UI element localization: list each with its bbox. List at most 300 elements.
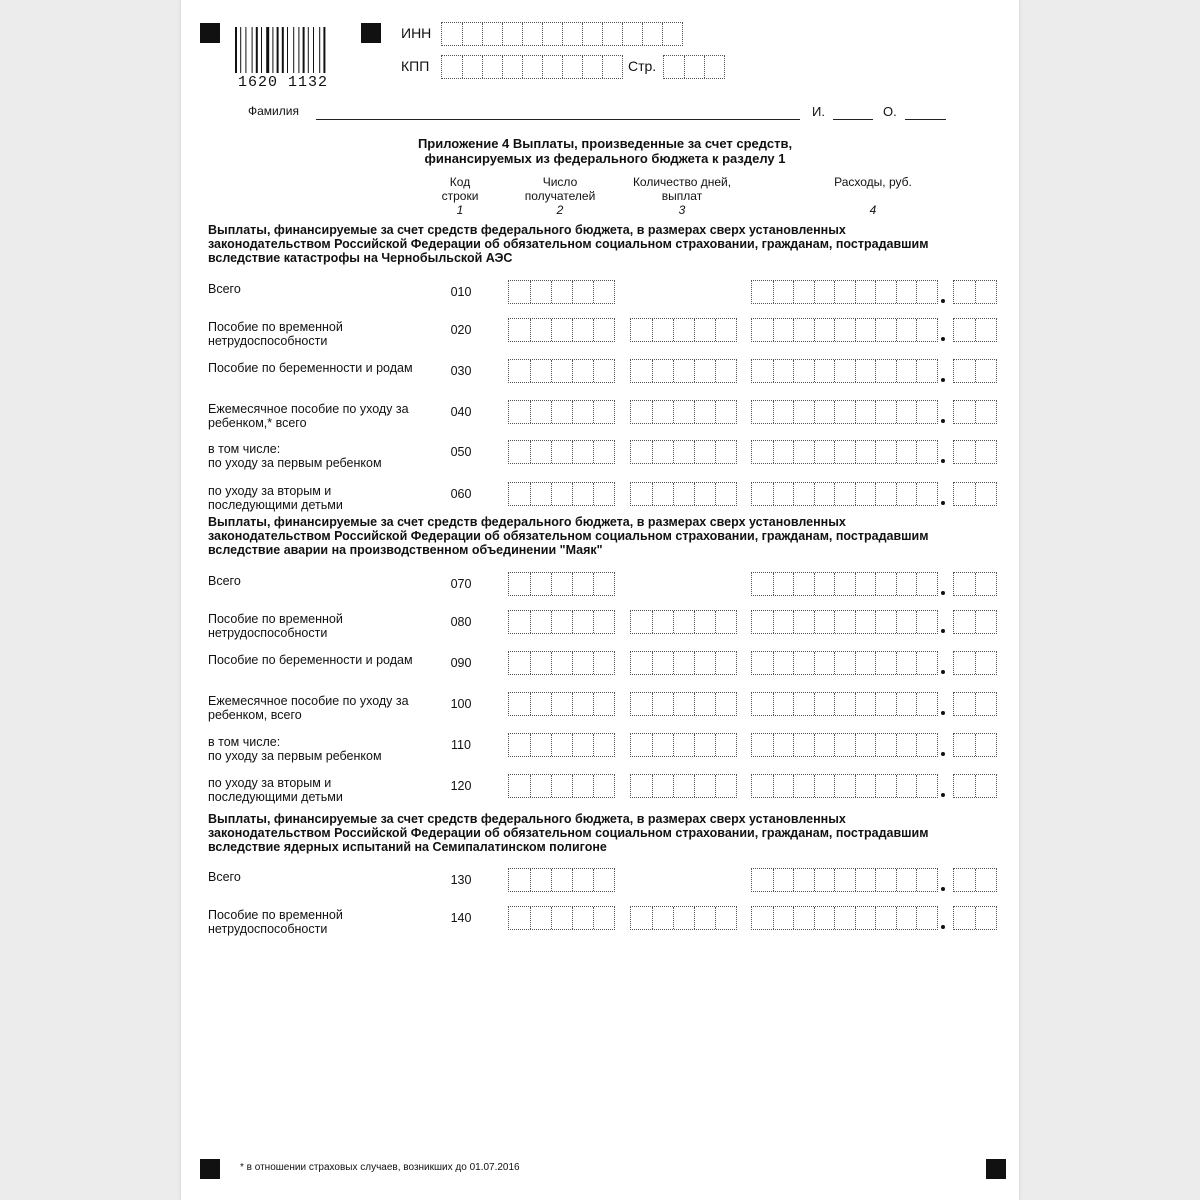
cell[interactable]: [814, 775, 835, 797]
cell[interactable]: [814, 483, 835, 505]
cell[interactable]: [954, 869, 975, 891]
cell[interactable]: [551, 281, 572, 303]
cell[interactable]: [551, 652, 572, 674]
cell[interactable]: [551, 441, 572, 463]
cell[interactable]: [572, 319, 593, 341]
expenses-kopecks-field[interactable]: [953, 733, 997, 757]
cell[interactable]: [975, 441, 996, 463]
cell[interactable]: [896, 360, 917, 382]
cell[interactable]: [642, 23, 662, 45]
cell[interactable]: [875, 652, 896, 674]
cell[interactable]: [752, 319, 773, 341]
cell[interactable]: [593, 869, 614, 891]
cell[interactable]: [572, 869, 593, 891]
cell[interactable]: [551, 869, 572, 891]
expenses-kopecks-field[interactable]: [953, 280, 997, 304]
cell[interactable]: [715, 441, 736, 463]
cell[interactable]: [834, 652, 855, 674]
cell[interactable]: [694, 693, 715, 715]
expenses-rubles-field[interactable]: [751, 440, 938, 464]
cell[interactable]: [694, 441, 715, 463]
expenses-kopecks-field[interactable]: [953, 610, 997, 634]
cell[interactable]: [652, 360, 673, 382]
cell[interactable]: [673, 693, 694, 715]
cell[interactable]: [975, 611, 996, 633]
cell[interactable]: [954, 401, 975, 423]
cell[interactable]: [530, 360, 551, 382]
cell[interactable]: [551, 693, 572, 715]
cell[interactable]: [954, 360, 975, 382]
days-field[interactable]: [630, 318, 737, 342]
cell[interactable]: [834, 775, 855, 797]
cell[interactable]: [530, 693, 551, 715]
cell[interactable]: [834, 611, 855, 633]
expenses-kopecks-field[interactable]: [953, 906, 997, 930]
cell[interactable]: [916, 360, 937, 382]
cell[interactable]: [752, 693, 773, 715]
expenses-rubles-field[interactable]: [751, 610, 938, 634]
cell[interactable]: [593, 573, 614, 595]
cell[interactable]: [793, 907, 814, 929]
cell[interactable]: [954, 907, 975, 929]
cell[interactable]: [572, 401, 593, 423]
cell[interactable]: [793, 652, 814, 674]
cell[interactable]: [814, 907, 835, 929]
cell[interactable]: [752, 483, 773, 505]
cell[interactable]: [593, 401, 614, 423]
cell[interactable]: [652, 483, 673, 505]
cell[interactable]: [715, 652, 736, 674]
initial-o-field[interactable]: [905, 119, 946, 120]
cell[interactable]: [530, 869, 551, 891]
cell[interactable]: [855, 775, 876, 797]
cell[interactable]: [652, 319, 673, 341]
cell[interactable]: [814, 611, 835, 633]
cell[interactable]: [572, 652, 593, 674]
cell[interactable]: [572, 734, 593, 756]
cell[interactable]: [509, 734, 530, 756]
cell[interactable]: [509, 869, 530, 891]
cell[interactable]: [793, 483, 814, 505]
recipients-field[interactable]: [508, 651, 615, 675]
cell[interactable]: [793, 401, 814, 423]
cell[interactable]: [715, 907, 736, 929]
cell[interactable]: [896, 483, 917, 505]
cell[interactable]: [631, 611, 652, 633]
cell[interactable]: [572, 441, 593, 463]
cell[interactable]: [752, 652, 773, 674]
expenses-rubles-field[interactable]: [751, 868, 938, 892]
cell[interactable]: [572, 611, 593, 633]
cell[interactable]: [773, 483, 794, 505]
cell[interactable]: [694, 775, 715, 797]
cell[interactable]: [593, 907, 614, 929]
cell[interactable]: [509, 775, 530, 797]
cell[interactable]: [975, 401, 996, 423]
cell[interactable]: [855, 693, 876, 715]
cell[interactable]: [814, 281, 835, 303]
cell[interactable]: [875, 869, 896, 891]
cell[interactable]: [673, 611, 694, 633]
cell[interactable]: [773, 441, 794, 463]
cell[interactable]: [593, 360, 614, 382]
cell[interactable]: [509, 360, 530, 382]
cell[interactable]: [975, 693, 996, 715]
cell[interactable]: [509, 573, 530, 595]
cell[interactable]: [694, 483, 715, 505]
cell[interactable]: [542, 56, 562, 78]
cell[interactable]: [975, 734, 996, 756]
cell[interactable]: [530, 573, 551, 595]
cell[interactable]: [814, 360, 835, 382]
cell[interactable]: [916, 401, 937, 423]
cell[interactable]: [793, 734, 814, 756]
expenses-kopecks-field[interactable]: [953, 359, 997, 383]
cell[interactable]: [631, 401, 652, 423]
cell[interactable]: [593, 281, 614, 303]
cell[interactable]: [673, 907, 694, 929]
cell[interactable]: [975, 652, 996, 674]
cell[interactable]: [875, 734, 896, 756]
expenses-kopecks-field[interactable]: [953, 318, 997, 342]
cell[interactable]: [916, 483, 937, 505]
surname-field[interactable]: [316, 119, 800, 120]
cell[interactable]: [715, 319, 736, 341]
cell[interactable]: [975, 483, 996, 505]
cell[interactable]: [593, 652, 614, 674]
cell[interactable]: [715, 693, 736, 715]
cell[interactable]: [551, 775, 572, 797]
cell[interactable]: [509, 319, 530, 341]
cell[interactable]: [652, 907, 673, 929]
cell[interactable]: [814, 693, 835, 715]
expenses-rubles-field[interactable]: [751, 774, 938, 798]
expenses-kopecks-field[interactable]: [953, 651, 997, 675]
expenses-rubles-field[interactable]: [751, 280, 938, 304]
cell[interactable]: [855, 360, 876, 382]
kpp-field[interactable]: [441, 55, 623, 79]
cell[interactable]: [834, 869, 855, 891]
cell[interactable]: [896, 734, 917, 756]
cell[interactable]: [875, 775, 896, 797]
days-field[interactable]: [630, 733, 737, 757]
cell[interactable]: [875, 441, 896, 463]
days-field[interactable]: [630, 651, 737, 675]
cell[interactable]: [875, 693, 896, 715]
cell[interactable]: [694, 360, 715, 382]
cell[interactable]: [530, 401, 551, 423]
cell[interactable]: [502, 23, 522, 45]
cell[interactable]: [522, 23, 542, 45]
cell[interactable]: [954, 483, 975, 505]
cell[interactable]: [622, 23, 642, 45]
cell[interactable]: [551, 734, 572, 756]
cell[interactable]: [530, 775, 551, 797]
cell[interactable]: [462, 23, 482, 45]
cell[interactable]: [793, 693, 814, 715]
cell[interactable]: [896, 319, 917, 341]
expenses-rubles-field[interactable]: [751, 318, 938, 342]
cell[interactable]: [814, 319, 835, 341]
cell[interactable]: [975, 869, 996, 891]
cell[interactable]: [593, 693, 614, 715]
cell[interactable]: [530, 907, 551, 929]
cell[interactable]: [652, 734, 673, 756]
cell[interactable]: [814, 441, 835, 463]
cell[interactable]: [793, 319, 814, 341]
cell[interactable]: [834, 281, 855, 303]
cell[interactable]: [684, 56, 704, 78]
cell[interactable]: [715, 360, 736, 382]
cell[interactable]: [773, 319, 794, 341]
cell[interactable]: [875, 611, 896, 633]
expenses-kopecks-field[interactable]: [953, 692, 997, 716]
cell[interactable]: [975, 319, 996, 341]
cell[interactable]: [694, 401, 715, 423]
cell[interactable]: [530, 441, 551, 463]
cell[interactable]: [530, 483, 551, 505]
cell[interactable]: [442, 23, 462, 45]
cell[interactable]: [773, 869, 794, 891]
cell[interactable]: [855, 652, 876, 674]
cell[interactable]: [593, 319, 614, 341]
cell[interactable]: [875, 573, 896, 595]
cell[interactable]: [551, 483, 572, 505]
cell[interactable]: [442, 56, 462, 78]
cell[interactable]: [673, 734, 694, 756]
cell[interactable]: [954, 775, 975, 797]
expenses-kopecks-field[interactable]: [953, 774, 997, 798]
cell[interactable]: [896, 652, 917, 674]
cell[interactable]: [834, 319, 855, 341]
cell[interactable]: [834, 907, 855, 929]
cell[interactable]: [673, 319, 694, 341]
cell[interactable]: [916, 734, 937, 756]
expenses-rubles-field[interactable]: [751, 692, 938, 716]
cell[interactable]: [875, 907, 896, 929]
cell[interactable]: [572, 693, 593, 715]
cell[interactable]: [916, 693, 937, 715]
cell[interactable]: [715, 483, 736, 505]
cell[interactable]: [509, 281, 530, 303]
cell[interactable]: [652, 611, 673, 633]
cell[interactable]: [715, 611, 736, 633]
cell[interactable]: [834, 441, 855, 463]
cell[interactable]: [694, 734, 715, 756]
cell[interactable]: [834, 573, 855, 595]
recipients-field[interactable]: [508, 359, 615, 383]
recipients-field[interactable]: [508, 868, 615, 892]
cell[interactable]: [652, 652, 673, 674]
cell[interactable]: [715, 734, 736, 756]
cell[interactable]: [916, 281, 937, 303]
cell[interactable]: [916, 573, 937, 595]
cell[interactable]: [834, 483, 855, 505]
cell[interactable]: [875, 483, 896, 505]
expenses-rubles-field[interactable]: [751, 572, 938, 596]
cell[interactable]: [896, 693, 917, 715]
cell[interactable]: [773, 611, 794, 633]
cell[interactable]: [875, 360, 896, 382]
cell[interactable]: [896, 869, 917, 891]
cell[interactable]: [562, 56, 582, 78]
cell[interactable]: [662, 23, 682, 45]
expenses-rubles-field[interactable]: [751, 400, 938, 424]
cell[interactable]: [572, 483, 593, 505]
days-field[interactable]: [630, 610, 737, 634]
cell[interactable]: [752, 573, 773, 595]
cell[interactable]: [752, 401, 773, 423]
recipients-field[interactable]: [508, 482, 615, 506]
cell[interactable]: [631, 360, 652, 382]
expenses-rubles-field[interactable]: [751, 482, 938, 506]
cell[interactable]: [542, 23, 562, 45]
cell[interactable]: [715, 401, 736, 423]
cell[interactable]: [530, 281, 551, 303]
cell[interactable]: [814, 401, 835, 423]
cell[interactable]: [530, 319, 551, 341]
expenses-kopecks-field[interactable]: [953, 868, 997, 892]
cell[interactable]: [694, 907, 715, 929]
recipients-field[interactable]: [508, 733, 615, 757]
cell[interactable]: [975, 281, 996, 303]
cell[interactable]: [673, 360, 694, 382]
cell[interactable]: [954, 652, 975, 674]
cell[interactable]: [875, 401, 896, 423]
recipients-field[interactable]: [508, 572, 615, 596]
days-field[interactable]: [630, 400, 737, 424]
cell[interactable]: [855, 319, 876, 341]
cell[interactable]: [530, 734, 551, 756]
cell[interactable]: [652, 775, 673, 797]
expenses-rubles-field[interactable]: [751, 906, 938, 930]
cell[interactable]: [664, 56, 684, 78]
cell[interactable]: [916, 652, 937, 674]
cell[interactable]: [582, 56, 602, 78]
recipients-field[interactable]: [508, 400, 615, 424]
cell[interactable]: [694, 319, 715, 341]
cell[interactable]: [652, 401, 673, 423]
expenses-rubles-field[interactable]: [751, 651, 938, 675]
days-field[interactable]: [630, 692, 737, 716]
expenses-kopecks-field[interactable]: [953, 482, 997, 506]
cell[interactable]: [602, 56, 622, 78]
cell[interactable]: [875, 319, 896, 341]
cell[interactable]: [975, 775, 996, 797]
cell[interactable]: [855, 441, 876, 463]
initial-i-field[interactable]: [833, 119, 873, 120]
cell[interactable]: [954, 319, 975, 341]
days-field[interactable]: [630, 440, 737, 464]
cell[interactable]: [896, 611, 917, 633]
cell[interactable]: [954, 693, 975, 715]
cell[interactable]: [975, 360, 996, 382]
cell[interactable]: [814, 573, 835, 595]
cell[interactable]: [954, 281, 975, 303]
cell[interactable]: [602, 23, 622, 45]
days-field[interactable]: [630, 906, 737, 930]
cell[interactable]: [482, 23, 502, 45]
cell[interactable]: [631, 483, 652, 505]
cell[interactable]: [855, 611, 876, 633]
cell[interactable]: [631, 441, 652, 463]
recipients-field[interactable]: [508, 440, 615, 464]
cell[interactable]: [916, 611, 937, 633]
cell[interactable]: [834, 734, 855, 756]
cell[interactable]: [509, 652, 530, 674]
cell[interactable]: [551, 360, 572, 382]
cell[interactable]: [954, 441, 975, 463]
cell[interactable]: [593, 611, 614, 633]
expenses-rubles-field[interactable]: [751, 733, 938, 757]
recipients-field[interactable]: [508, 318, 615, 342]
cell[interactable]: [916, 319, 937, 341]
cell[interactable]: [773, 573, 794, 595]
cell[interactable]: [593, 775, 614, 797]
cell[interactable]: [875, 281, 896, 303]
expenses-kopecks-field[interactable]: [953, 572, 997, 596]
cell[interactable]: [773, 281, 794, 303]
cell[interactable]: [834, 360, 855, 382]
cell[interactable]: [631, 319, 652, 341]
cell[interactable]: [509, 693, 530, 715]
cell[interactable]: [834, 693, 855, 715]
recipients-field[interactable]: [508, 774, 615, 798]
cell[interactable]: [631, 693, 652, 715]
cell[interactable]: [855, 869, 876, 891]
cell[interactable]: [773, 907, 794, 929]
cell[interactable]: [673, 483, 694, 505]
cell[interactable]: [954, 734, 975, 756]
cell[interactable]: [673, 401, 694, 423]
recipients-field[interactable]: [508, 280, 615, 304]
cell[interactable]: [582, 23, 602, 45]
cell[interactable]: [793, 775, 814, 797]
cell[interactable]: [752, 281, 773, 303]
cell[interactable]: [652, 693, 673, 715]
cell[interactable]: [522, 56, 542, 78]
cell[interactable]: [572, 775, 593, 797]
cell[interactable]: [855, 907, 876, 929]
expenses-rubles-field[interactable]: [751, 359, 938, 383]
cell[interactable]: [773, 693, 794, 715]
cell[interactable]: [752, 441, 773, 463]
cell[interactable]: [916, 907, 937, 929]
cell[interactable]: [509, 401, 530, 423]
cell[interactable]: [551, 319, 572, 341]
cell[interactable]: [752, 734, 773, 756]
cell[interactable]: [509, 441, 530, 463]
cell[interactable]: [896, 907, 917, 929]
cell[interactable]: [593, 441, 614, 463]
inn-field[interactable]: [441, 22, 683, 46]
cell[interactable]: [916, 775, 937, 797]
cell[interactable]: [793, 281, 814, 303]
cell[interactable]: [793, 869, 814, 891]
cell[interactable]: [572, 907, 593, 929]
cell[interactable]: [593, 483, 614, 505]
cell[interactable]: [551, 907, 572, 929]
cell[interactable]: [704, 56, 724, 78]
cell[interactable]: [551, 611, 572, 633]
cell[interactable]: [673, 775, 694, 797]
cell[interactable]: [896, 401, 917, 423]
cell[interactable]: [896, 441, 917, 463]
cell[interactable]: [814, 869, 835, 891]
cell[interactable]: [530, 611, 551, 633]
cell[interactable]: [694, 611, 715, 633]
days-field[interactable]: [630, 482, 737, 506]
